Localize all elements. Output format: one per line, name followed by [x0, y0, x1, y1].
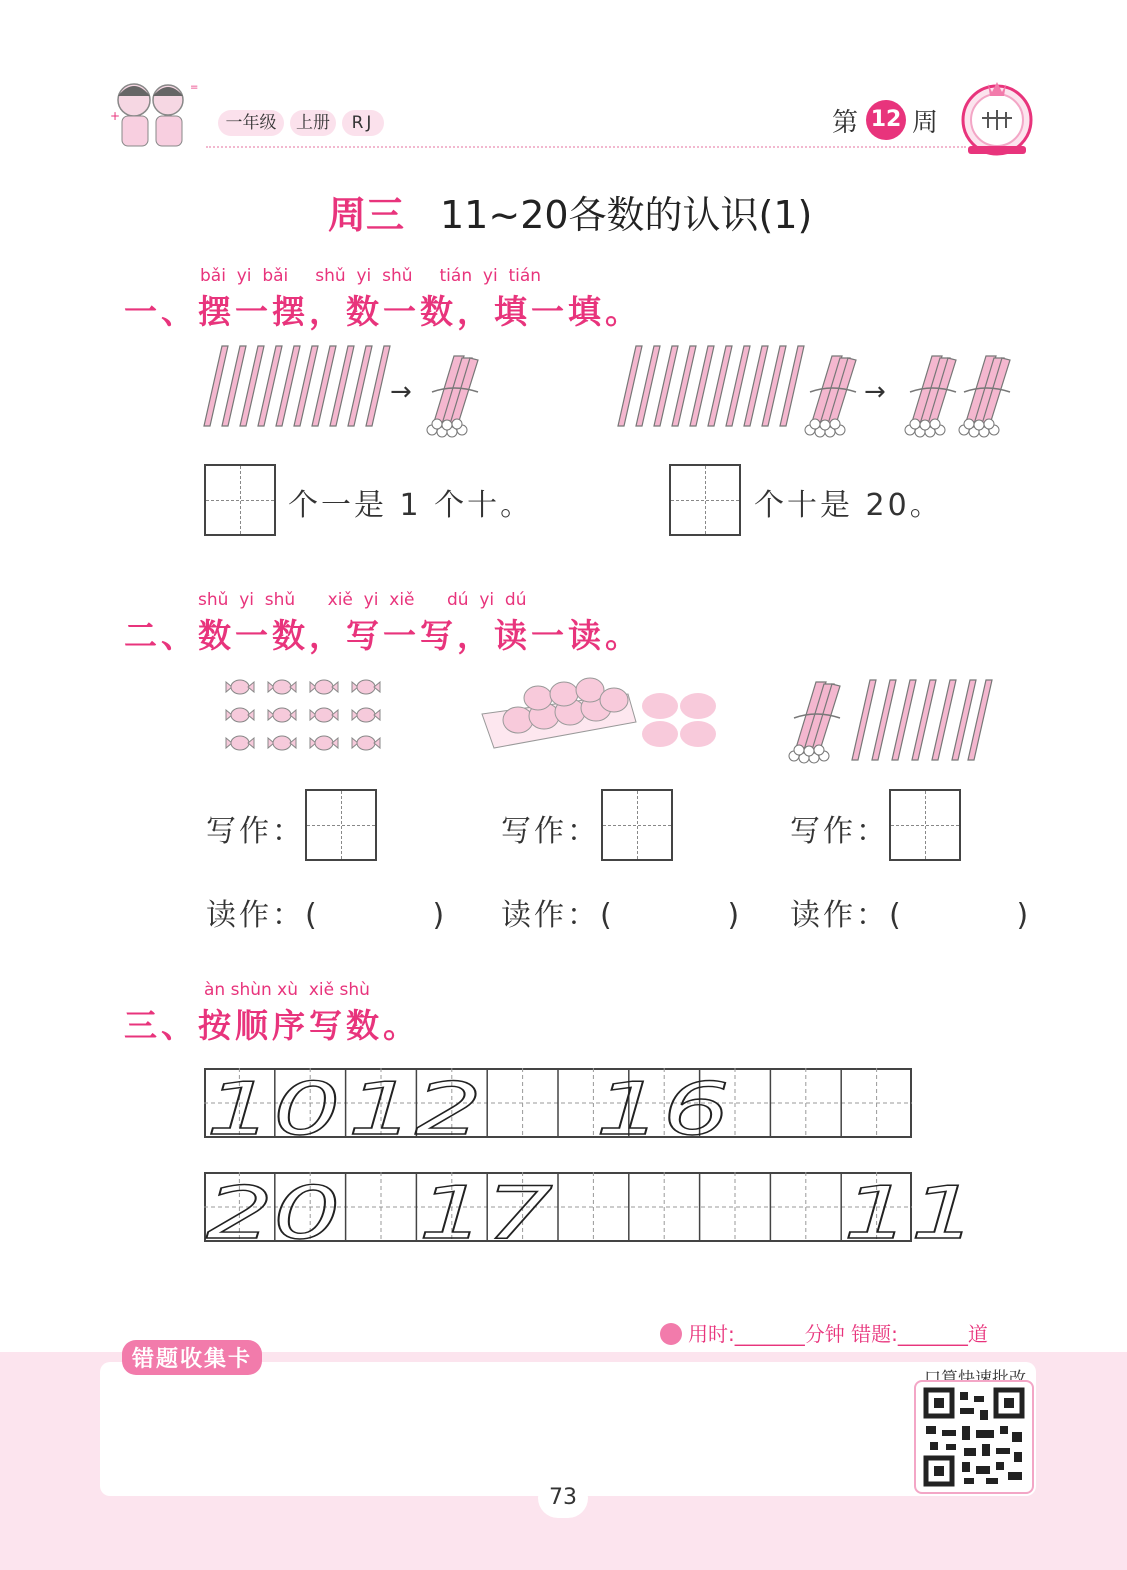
- page-day: 周三: [328, 193, 405, 237]
- number-row-1[interactable]: [204, 1067, 912, 1151]
- section1-pinyin: bǎi yi bǎi shǔ yi shǔ tián yi tián: [200, 266, 542, 286]
- brand-logo: [958, 78, 1036, 158]
- candies-illustration: [224, 674, 388, 758]
- eggs-illustration: [478, 676, 718, 760]
- read-answer-1[interactable]: 读作：( ): [206, 898, 448, 933]
- timer-line: [660, 1318, 1030, 1347]
- volume-pill: 上册: [290, 110, 336, 136]
- write-box-1[interactable]: [305, 789, 377, 861]
- number-row-2[interactable]: [204, 1171, 978, 1255]
- write-box-2[interactable]: [601, 789, 673, 861]
- section3-heading: 三、按顺序写数。: [124, 1006, 420, 1045]
- read-answer-2[interactable]: 读作：( ): [501, 898, 743, 933]
- week-number-badge: 12: [866, 100, 906, 140]
- kids-illustration: [104, 70, 204, 154]
- number-row-1-guide-number: 16: [595, 1067, 730, 1151]
- mistake-collection-card[interactable]: [100, 1362, 1036, 1496]
- write-label-1: 写作：: [206, 814, 305, 849]
- number-row-2-guide-number: 20: [206, 1171, 341, 1255]
- week-prefix: 第: [832, 108, 859, 138]
- version-pill: RJ: [342, 110, 384, 136]
- section2-pinyin: shǔ yi shǔ xiě yi xiě dú yi dú: [198, 590, 527, 610]
- answer-box-2[interactable]: [669, 464, 741, 536]
- section1-heading: 一、摆一摆，数一数，填一填。: [124, 292, 642, 331]
- svg-text:=: =: [190, 82, 199, 93]
- sentence-left: 个一是 1 个十。: [288, 488, 534, 523]
- sentence-right: 个十是 20。: [754, 488, 943, 523]
- svg-text:→: →: [390, 377, 412, 407]
- svg-text:+: +: [110, 109, 121, 123]
- page-title: 11~20各数的认识(1): [440, 193, 813, 237]
- week-suffix: 周: [912, 108, 939, 138]
- answer-box-1[interactable]: [204, 464, 276, 536]
- write-label-2: 写作：: [501, 814, 600, 849]
- number-row-1-guide-number: 12: [347, 1067, 483, 1151]
- clock-icon: [660, 1323, 682, 1345]
- number-row-1-guide-number: 10: [206, 1067, 341, 1151]
- number-row-2-guide-number: 11: [843, 1171, 978, 1255]
- write-label-3: 写作：: [790, 814, 889, 849]
- svg-text:→: →: [864, 377, 886, 407]
- read-answer-3[interactable]: 读作：( ): [790, 898, 1032, 933]
- grade-pill: 一年级: [218, 110, 284, 136]
- write-box-3[interactable]: [889, 789, 961, 861]
- qr-code-icon[interactable]: [914, 1380, 1034, 1494]
- number-row-2-guide-number: 17: [418, 1171, 554, 1255]
- page-number: 73: [538, 1478, 588, 1518]
- mistake-tag: 错题收集卡: [122, 1340, 262, 1375]
- qr-label: 口算快速批改: [924, 1369, 1026, 1389]
- timer-text: 用时:_______分钟 错题:_______道: [688, 1322, 988, 1346]
- header-divider: [206, 146, 966, 148]
- bundle-and-sticks-illustration: [786, 678, 992, 762]
- sticks-illustration: [196, 346, 1036, 442]
- section3-pinyin: àn shùn xù xiě shù: [204, 980, 370, 1000]
- section2-heading: 二、数一数，写一写，读一读。: [124, 616, 642, 655]
